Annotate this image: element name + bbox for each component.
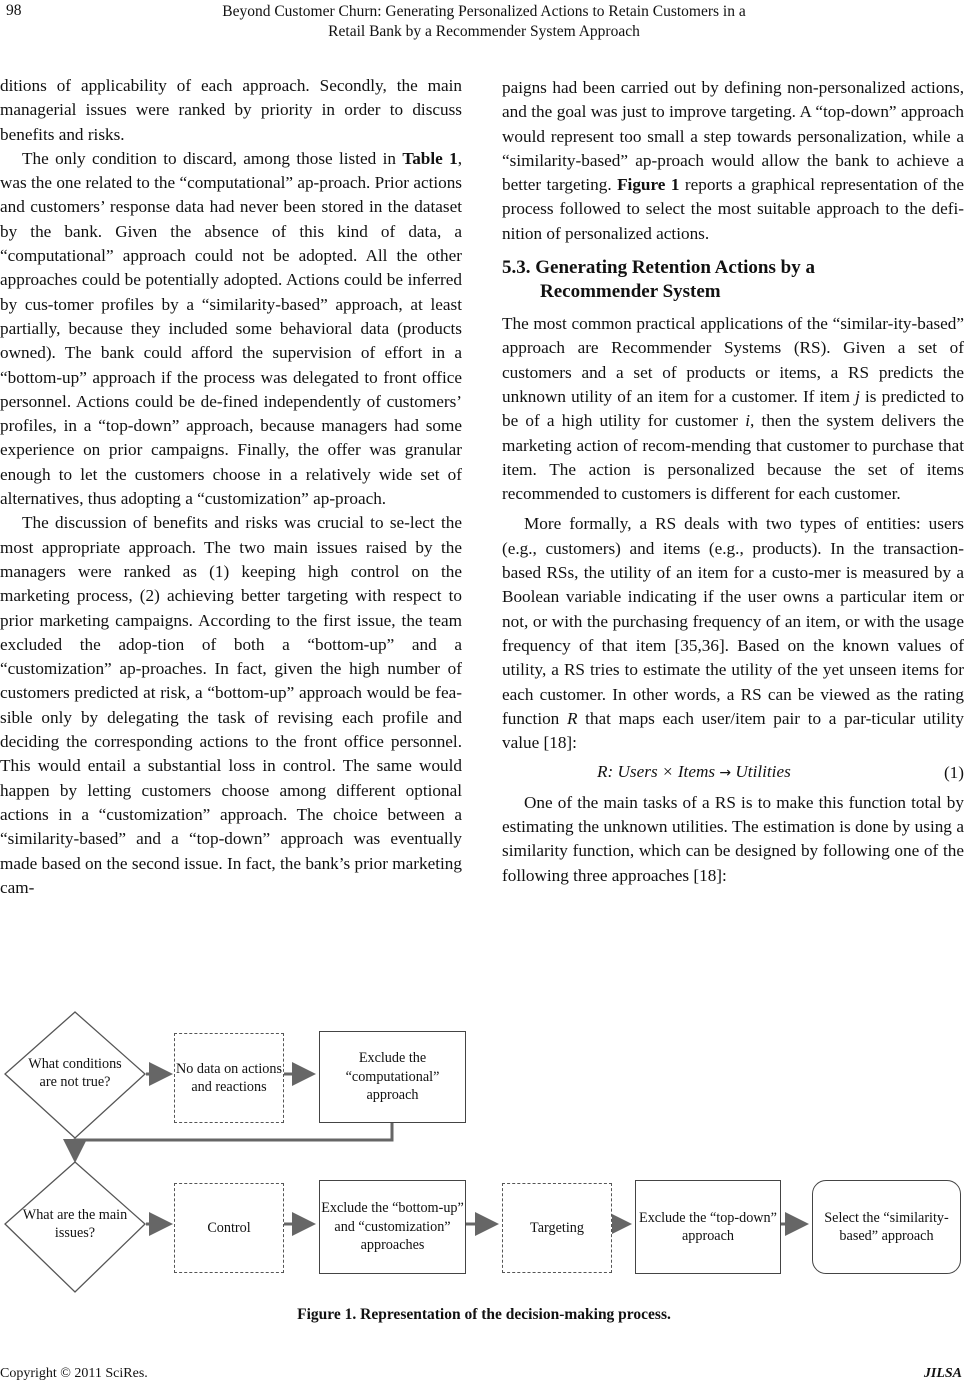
running-title: [150, 2, 818, 42]
paragraph: One of the main tasks of a RS is to make this function total by estimating the unknown utilities. The estimation is done by using a similarity function, which can be designed by following one of the following three approaches [18]:: [502, 792, 964, 885]
running-title-line-1: Beyond Customer Churn: Generating Personalized Actions to Retain Customers in a: [222, 3, 746, 20]
equation-number: (1): [943, 762, 964, 782]
paragraph-text: If item: [802, 386, 856, 406]
paragraph-text: More formally, a RS deals with two types of entities: users (e.g., customers) and items (e.g., products). In the transaction-based RSs, the utility of an item for a custo-mer is measured by a Boolean variable indicating if the user owns a particular item or not, or with the purchasing frequency of an item, or with the usage frequency of that item [35,36]. Based on the known values of utility, a RS tries to estimate the utility of the yet unseen items for each customer. In other words, a RS can be viewed as the rating function: [502, 514, 964, 728]
running-title-line-2: Retail Bank by a Recommender System Approach: [328, 23, 640, 40]
variable-j: j: [855, 386, 860, 406]
section-heading-line-2: Recommender System: [540, 281, 721, 303]
paragraph-text: The most common practical applications of the “similar-ity-based” approach are Recommender Systems (RS). Given a set of customers and a set of products or items, a RS predicts the unknown utility of an item for a customer.: [502, 314, 964, 406]
paragraph: The discussion of benefits and risks was crucial to se-lect the most appropriate approach. The two main issues raised by the managers were ranked as (1) keeping high control on the marketing process, (2) achieving better targeting with respect to prior marketing campaigns. According to the first issue, the team excluded the adop-tion of both a “bottom-up” and a “customization” ap-proaches. In fact, given the high number of customers predicted at risk, a “bottom-up” approach would be fea-sible only by delegating the task of revising each profile and deciding the corresponding actions to the front office personnel. This would entail a substantial loss in control. The same would happen by letting customers choose among different optional actions in a “customization” approach. The choice between a “similarity-based” and a “top-down” approach was eventually made based on the second issue. In fact, the bank’s prior marketing cam-: [0, 513, 462, 897]
copyright-notice: Copyright © 2011 SciRes.: [0, 1366, 148, 1381]
table-reference: Table 1: [402, 148, 458, 168]
equation-expression: [502, 760, 791, 785]
figure-caption: Figure 1. Representation of the decision-making process.: [297, 1306, 671, 1323]
paragraph: [502, 76, 964, 246]
paragraph: [502, 512, 964, 755]
section-heading-line-1: 5.3. Generating Retention Actions by a: [502, 257, 815, 279]
paragraph: [502, 312, 964, 506]
box-select-similarity: Select the “similarity-based” approach: [812, 1180, 961, 1274]
right-arrow-icon: →: [719, 765, 732, 782]
right-column: [502, 76, 964, 888]
figure-reference: Figure 1: [617, 175, 680, 195]
box-exclude-bottom-up: Exclude the “bottom-up” and “customization” approaches: [319, 1180, 466, 1274]
equation-rhs: Utilities: [735, 762, 791, 782]
section-heading: [502, 256, 964, 304]
diamond-issues-label: What are the main issues?: [22, 1206, 128, 1241]
diamond-conditions-label: What conditions are not true?: [28, 1055, 122, 1090]
paragraph-text: paigns had been carried out by defining non-personalized actions, and the goal was just to improve targeting. A “top-down” approach would represent too small a step towards personalization, while a “similarity-based” ap-proach would allow the bank to achieve a better targeting.: [502, 78, 964, 195]
paragraph-text: reports a graphical representation of the process followed to select the most suitable approach to the defi-nition of personalized actions.: [502, 175, 965, 243]
connector-exclude-computational-to-diamond: [75, 1122, 392, 1160]
box-exclude-computational: Exclude the “computational” approach: [319, 1031, 466, 1123]
equation-lhs: R: Users × Items: [597, 762, 716, 782]
running-header: [0, 0, 968, 44]
paragraph: [0, 147, 462, 511]
page-footer: [0, 1366, 968, 1386]
paragraph-text: is predicted to be of a high utility for customer: [502, 386, 965, 431]
paragraph-text: that maps each user/item pair to a par-ticular utility value [18]:: [502, 708, 964, 753]
left-column: [0, 74, 462, 900]
figure-1: [0, 1010, 968, 1300]
box-control: Control: [174, 1183, 284, 1273]
box-exclude-top-down: Exclude the “top-down” approach: [635, 1180, 781, 1274]
paragraph-text: , then the system delivers the marketing action of recom-mending that customer to purchase that item. The action is personalized because the set of items recommended to customers is different for each customer.: [502, 411, 964, 504]
paragraph: ditions of applicability of each approach. Secondly, the main managerial issues were ranked by priority in order to discuss benefits and risks.: [0, 76, 462, 144]
paragraph-text: , was the one related to the “computational” ap-proach. Prior actions and customers’ response data had never been stored in the dataset by the bank. Given the absence of this kind of data, a “computational” approach could not be adopted. All the other approaches could be potentially adopted. Actions could be inferred by cus-tomer profiles by a “similarity-based” approach, at least partially, because they included some behavioral data (products owned). The bank could afford the supervision of effort in a “bottom-up” approach if the process was delegated to front office personnel. Actions could be de-fined independently of customers’ profiles, in a “top-down” approach, because managers had some experience on prior campaigns. Finally, the offer was granular enough to let the customers choose in a relatively wide set of alternatives, thus adopting a “customization” ap-proach.: [0, 148, 462, 509]
box-targeting: Targeting: [502, 1183, 612, 1273]
paragraph-text: The only condition to discard, among those listed in: [22, 148, 403, 168]
page-number: 98: [6, 2, 22, 19]
journal-name: JILSA: [923, 1366, 962, 1381]
box-no-data: No data on actions and reactions: [174, 1033, 284, 1123]
variable-r: R: [566, 708, 578, 728]
variable-i: i: [745, 411, 750, 431]
equation-1: [502, 760, 964, 785]
